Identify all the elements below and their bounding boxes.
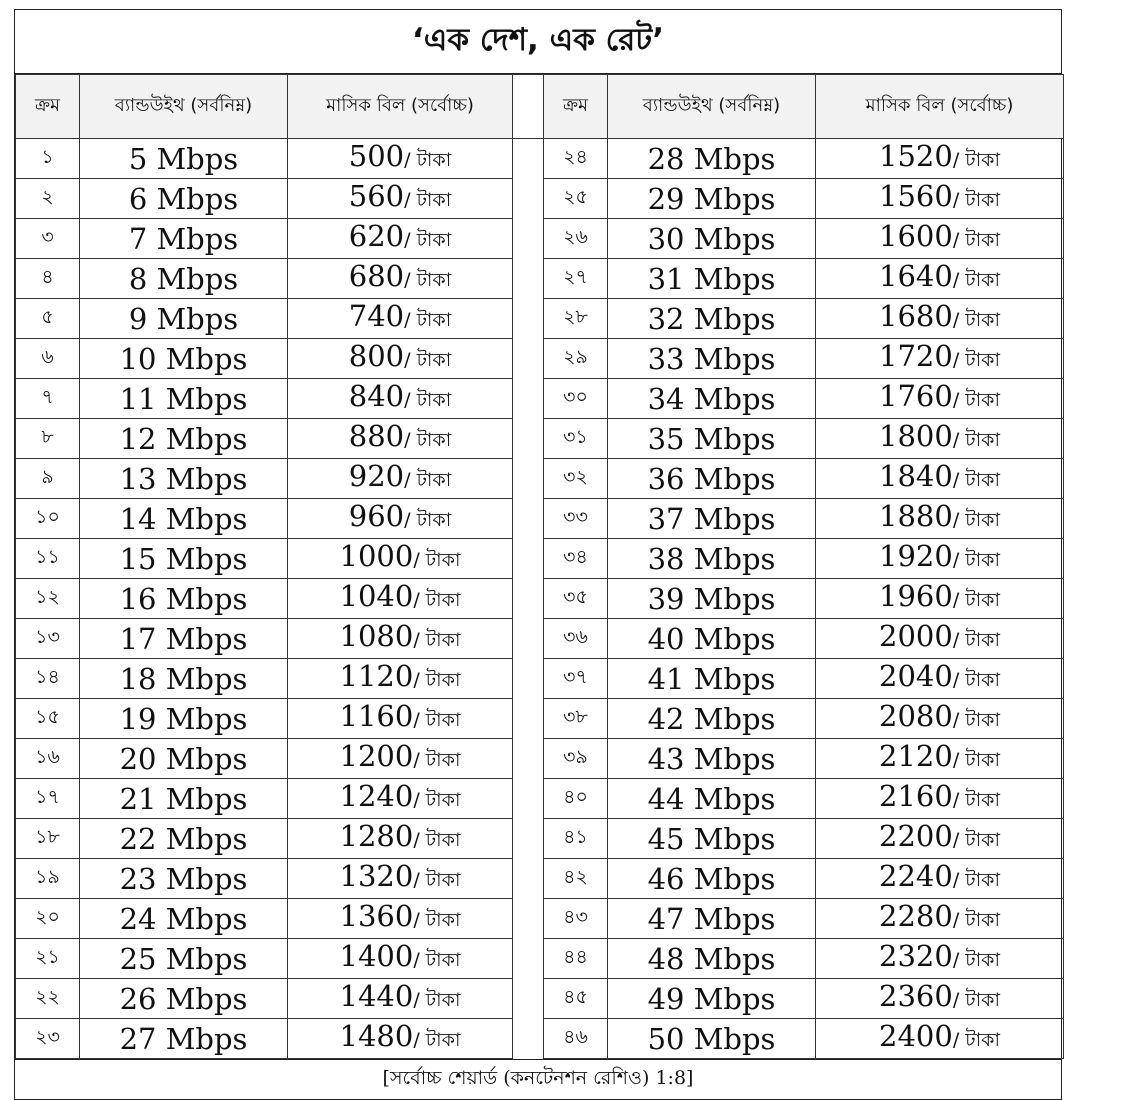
table-row [16,139,1064,179]
bandwidth-cell: 11 Mbps [80,379,288,419]
bandwidth-cell: 28 Mbps [608,139,816,179]
bandwidth-cell: 45 Mbps [608,819,816,859]
bill-cell [288,379,513,419]
bill-cell [816,659,1064,699]
bill-cell [816,379,1064,419]
currency-label: / টাকা [952,709,1000,731]
bill-amount: 1800 [879,419,953,453]
currency-label: / টাকা [413,989,461,1011]
serial-cell: ৪১ [544,819,608,859]
currency-label: / টাকা [413,629,461,651]
currency-label: / টাকা [952,789,1000,811]
bill-amount: 1680 [879,299,953,333]
header-bill-left: মাসিক বিল (সর্বোচ্চ) [288,75,513,139]
column-gap [513,299,544,339]
bill-amount: 2000 [879,619,953,653]
bandwidth-cell: 39 Mbps [608,579,816,619]
bill-cell [816,179,1064,219]
currency-label: / টাকা [413,829,461,851]
bandwidth-cell: 34 Mbps [608,379,816,419]
bandwidth-cell: 22 Mbps [80,819,288,859]
serial-cell: ৪৩ [544,899,608,939]
table-row [16,219,1064,259]
bill-amount: 800 [348,339,405,373]
column-gap [513,499,544,539]
bill-cell [288,859,513,899]
bill-amount: 1120 [339,659,414,693]
bill-cell [288,899,513,939]
currency-label: / টাকা [952,669,1000,691]
column-gap [513,579,544,619]
currency-label: / টাকা [952,389,1000,411]
table-row [16,579,1064,619]
bill-cell [288,539,513,579]
currency-label: / টাকা [413,589,461,611]
serial-cell: ৪০ [544,779,608,819]
serial-cell: ৩০ [544,379,608,419]
bill-cell [288,499,513,539]
bill-cell [816,899,1064,939]
column-gap [513,939,544,979]
table-row [16,419,1064,459]
bandwidth-cell: 21 Mbps [80,779,288,819]
bill-amount: 1080 [339,619,414,653]
column-gap [513,979,544,1019]
serial-cell: ৪৬ [544,1019,608,1059]
bandwidth-cell: 15 Mbps [80,539,288,579]
bill-amount: 1320 [339,859,414,893]
bill-amount: 1600 [879,219,953,253]
bandwidth-cell: 30 Mbps [608,219,816,259]
bandwidth-cell: 9 Mbps [80,299,288,339]
bill-cell [288,619,513,659]
bill-cell [816,459,1064,499]
table-body [16,139,1064,1059]
bill-amount: 2200 [879,819,953,853]
bandwidth-cell: 17 Mbps [80,619,288,659]
serial-cell: ৯ [16,459,80,499]
bandwidth-cell: 37 Mbps [608,499,816,539]
currency-label: / টাকা [952,749,1000,771]
serial-cell: ৩১ [544,419,608,459]
currency-label: / টাকা [952,509,1000,531]
bandwidth-cell: 8 Mbps [80,259,288,299]
serial-cell: ২১ [16,939,80,979]
bill-amount: 1160 [339,699,414,733]
bill-amount: 500 [348,139,405,173]
table-row [16,459,1064,499]
serial-cell: ৩৯ [544,739,608,779]
currency-label: / টাকা [404,509,452,531]
serial-cell: ২৯ [544,339,608,379]
bill-amount: 2160 [879,779,953,813]
currency-label: / টাকা [413,709,461,731]
column-gap [513,179,544,219]
bill-cell [288,259,513,299]
bill-cell [816,299,1064,339]
currency-label: / টাকা [404,429,452,451]
currency-label: / টাকা [413,789,461,811]
serial-cell: ৩২ [544,459,608,499]
currency-label: / টাকা [413,669,461,691]
table-row [16,259,1064,299]
bill-amount: 1560 [879,179,953,213]
bill-cell [288,939,513,979]
currency-label: / টাকা [404,389,452,411]
currency-label: / টাকা [404,189,452,211]
currency-label: / টাকা [952,229,1000,251]
bandwidth-cell: 16 Mbps [80,579,288,619]
bandwidth-cell: 49 Mbps [608,979,816,1019]
currency-label: / টাকা [404,309,452,331]
serial-cell: ১১ [16,539,80,579]
bandwidth-cell: 29 Mbps [608,179,816,219]
column-gap [513,619,544,659]
serial-cell: ১ [16,139,80,179]
bandwidth-cell: 47 Mbps [608,899,816,939]
bill-cell [816,219,1064,259]
serial-cell: ৪৫ [544,979,608,1019]
bandwidth-cell: 38 Mbps [608,539,816,579]
bill-cell [288,219,513,259]
currency-label: / টাকা [413,1029,461,1051]
bill-amount: 1720 [879,339,953,373]
bill-amount: 840 [348,379,405,413]
bandwidth-cell: 14 Mbps [80,499,288,539]
table-row [16,699,1064,739]
bill-amount: 1400 [339,939,414,973]
currency-label: / টাকা [952,909,1000,931]
serial-cell: ৩ [16,219,80,259]
bill-cell [288,779,513,819]
currency-label: / টাকা [952,309,1000,331]
bill-amount: 2040 [879,659,953,693]
bill-cell [288,179,513,219]
serial-cell: ১৮ [16,819,80,859]
currency-label: / টাকা [952,429,1000,451]
serial-cell: ৭ [16,379,80,419]
currency-label: / টাকা [952,549,1000,571]
currency-label: / টাকা [952,869,1000,891]
bill-amount: 2360 [879,979,953,1013]
table-row [16,819,1064,859]
table-row [16,179,1064,219]
column-gap [513,219,544,259]
bill-cell [816,259,1064,299]
bill-cell [288,819,513,859]
currency-label: / টাকা [404,229,452,251]
bill-amount: 1000 [339,539,414,573]
bill-amount: 2080 [879,699,953,733]
bandwidth-cell: 27 Mbps [80,1019,288,1059]
serial-cell: ১৫ [16,699,80,739]
bill-cell [816,699,1064,739]
bandwidth-cell: 24 Mbps [80,899,288,939]
table-row [16,979,1064,1019]
table-row [16,859,1064,899]
column-gap [513,459,544,499]
bill-cell [288,979,513,1019]
bandwidth-cell: 36 Mbps [608,459,816,499]
serial-cell: ৮ [16,419,80,459]
bill-amount: 960 [348,499,405,533]
bill-amount: 1280 [339,819,414,853]
serial-cell: ৬ [16,339,80,379]
serial-cell: ৩৬ [544,619,608,659]
currency-label: / টাকা [404,349,452,371]
bill-cell [816,339,1064,379]
bill-cell [288,299,513,339]
header-bandwidth-left: ব্যান্ডউইথ (সর্বনিম্ন) [80,75,288,139]
column-gap [513,539,544,579]
bill-cell [816,859,1064,899]
currency-label: / টাকা [952,269,1000,291]
document-title: ‘এক দেশ, এক রেট’ [15,10,1061,74]
serial-cell: ৩৮ [544,699,608,739]
bandwidth-cell: 41 Mbps [608,659,816,699]
bandwidth-cell: 6 Mbps [80,179,288,219]
bandwidth-cell: 12 Mbps [80,419,288,459]
bill-amount: 1440 [339,979,414,1013]
table-row [16,499,1064,539]
serial-cell: ২ [16,179,80,219]
currency-label: / টাকা [952,1029,1000,1051]
bandwidth-cell: 10 Mbps [80,339,288,379]
bill-amount: 2400 [879,1019,953,1053]
table-row [16,939,1064,979]
bill-cell [288,139,513,179]
bandwidth-cell: 33 Mbps [608,339,816,379]
bill-amount: 680 [348,259,405,293]
bill-cell [288,419,513,459]
column-gap [513,739,544,779]
bandwidth-cell: 31 Mbps [608,259,816,299]
currency-label: / টাকা [952,949,1000,971]
footer-note: [সর্বোচ্চ শেয়ার্ড (কনটেনশন রেশিও) 1:8] [15,1059,1061,1099]
column-gap [513,699,544,739]
column-gap [513,379,544,419]
bill-cell [288,659,513,699]
bill-amount: 560 [348,179,405,213]
bandwidth-cell: 46 Mbps [608,859,816,899]
header-serial-left: ক্রম [16,75,80,139]
bill-amount: 2280 [879,899,953,933]
bill-cell [816,139,1064,179]
currency-label: / টাকা [952,149,1000,171]
bandwidth-cell: 40 Mbps [608,619,816,659]
table-row [16,339,1064,379]
bill-amount: 620 [348,219,405,253]
bill-cell [816,579,1064,619]
bill-amount: 1240 [339,779,414,813]
column-gap [513,339,544,379]
header-serial-right: ক্রম [544,75,608,139]
bill-cell [288,1019,513,1059]
bandwidth-cell: 25 Mbps [80,939,288,979]
currency-label: / টাকা [952,629,1000,651]
bill-amount: 1040 [339,579,414,613]
serial-cell: ১৪ [16,659,80,699]
bill-amount: 1200 [339,739,414,773]
column-gap [513,419,544,459]
bandwidth-cell: 43 Mbps [608,739,816,779]
table-row [16,739,1064,779]
bill-cell [816,619,1064,659]
bill-cell [816,819,1064,859]
table-row [16,1019,1064,1059]
column-gap [513,779,544,819]
bill-cell [288,699,513,739]
bill-amount: 1640 [879,259,953,293]
currency-label: / টাকা [952,189,1000,211]
serial-cell: ৫ [16,299,80,339]
bill-cell [816,1019,1064,1059]
bill-amount: 740 [348,299,405,333]
currency-label: / টাকা [952,589,1000,611]
rate-table [15,74,1064,1059]
currency-label: / টাকা [413,869,461,891]
serial-cell: ৪ [16,259,80,299]
bandwidth-cell: 32 Mbps [608,299,816,339]
bill-amount: 1960 [879,579,953,613]
bandwidth-cell: 13 Mbps [80,459,288,499]
bill-cell [816,739,1064,779]
currency-label: / টাকা [952,989,1000,1011]
bandwidth-cell: 20 Mbps [80,739,288,779]
serial-cell: ১৯ [16,859,80,899]
bill-cell [816,419,1064,459]
currency-label: / টাকা [952,349,1000,371]
serial-cell: ২৭ [544,259,608,299]
column-gap [513,899,544,939]
bill-amount: 880 [348,419,405,453]
bill-amount: 2320 [879,939,953,973]
serial-cell: ৩৫ [544,579,608,619]
serial-cell: ২৫ [544,179,608,219]
column-gap [513,1019,544,1059]
column-gap [513,659,544,699]
serial-cell: ২০ [16,899,80,939]
serial-cell: ৩৩ [544,499,608,539]
bill-amount: 1480 [339,1019,414,1053]
serial-cell: ১৭ [16,779,80,819]
bandwidth-cell: 23 Mbps [80,859,288,899]
serial-cell: ১৩ [16,619,80,659]
bill-amount: 2120 [879,739,953,773]
bandwidth-cell: 26 Mbps [80,979,288,1019]
bandwidth-cell: 5 Mbps [80,139,288,179]
table-header-row [16,75,1064,139]
serial-cell: ২২ [16,979,80,1019]
bandwidth-cell: 44 Mbps [608,779,816,819]
bill-cell [816,539,1064,579]
rate-chart-document [14,9,1062,1100]
table-row [16,379,1064,419]
column-gap [513,819,544,859]
bandwidth-cell: 35 Mbps [608,419,816,459]
column-gap [513,75,544,139]
bill-amount: 2240 [879,859,953,893]
serial-cell: ২৮ [544,299,608,339]
bill-cell [288,459,513,499]
table-row [16,619,1064,659]
currency-label: / টাকা [404,149,452,171]
bill-amount: 920 [348,459,405,493]
bill-amount: 1920 [879,539,953,573]
column-gap [513,259,544,299]
bill-amount: 1360 [339,899,414,933]
header-bill-right: মাসিক বিল (সর্বোচ্চ) [816,75,1064,139]
bill-amount: 1520 [879,139,953,173]
currency-label: / টাকা [413,549,461,571]
currency-label: / টাকা [404,269,452,291]
serial-cell: ১০ [16,499,80,539]
bill-amount: 1760 [879,379,953,413]
bandwidth-cell: 42 Mbps [608,699,816,739]
currency-label: / টাকা [952,469,1000,491]
bill-amount: 1880 [879,499,953,533]
serial-cell: ২৩ [16,1019,80,1059]
bill-cell [816,979,1064,1019]
table-row [16,899,1064,939]
serial-cell: ১২ [16,579,80,619]
bill-amount: 1840 [879,459,953,493]
bill-cell [288,739,513,779]
currency-label: / টাকা [413,909,461,931]
serial-cell: ২৬ [544,219,608,259]
serial-cell: ৩৪ [544,539,608,579]
bill-cell [288,579,513,619]
serial-cell: ৪২ [544,859,608,899]
serial-cell: ৩৭ [544,659,608,699]
serial-cell: ৪৪ [544,939,608,979]
currency-label: / টাকা [404,469,452,491]
bandwidth-cell: 19 Mbps [80,699,288,739]
bill-cell [816,939,1064,979]
table-row [16,539,1064,579]
column-gap [513,139,544,179]
bandwidth-cell: 7 Mbps [80,219,288,259]
table-row [16,299,1064,339]
bill-cell [288,339,513,379]
bandwidth-cell: 18 Mbps [80,659,288,699]
table-row [16,659,1064,699]
bill-cell [816,779,1064,819]
serial-cell: ২৪ [544,139,608,179]
bandwidth-cell: 48 Mbps [608,939,816,979]
currency-label: / টাকা [413,749,461,771]
header-bandwidth-right: ব্যান্ডউইথ (সর্বনিম্ন) [608,75,816,139]
bandwidth-cell: 50 Mbps [608,1019,816,1059]
bill-cell [816,499,1064,539]
serial-cell: ১৬ [16,739,80,779]
column-gap [513,859,544,899]
currency-label: / টাকা [413,949,461,971]
table-row [16,779,1064,819]
currency-label: / টাকা [952,829,1000,851]
